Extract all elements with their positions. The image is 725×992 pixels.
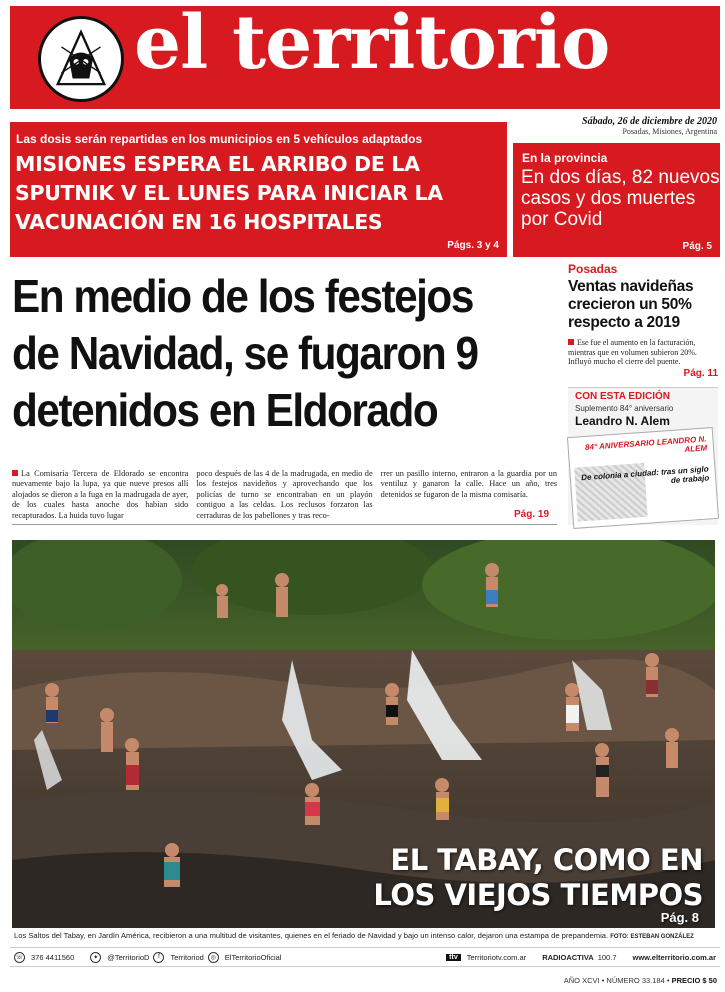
masthead-title: el territorio: [134, 0, 610, 86]
supplement-cover-thumbnail[interactable]: [567, 427, 719, 529]
footer-twitter[interactable]: @TerritorioD: [107, 952, 150, 962]
footer-tv-site[interactable]: Territoriotv.com.ar: [466, 952, 527, 962]
photo-headline-line-2: LOS VIEJOS TIEMPOS: [373, 878, 703, 912]
footer-instagram[interactable]: ElTerritorioOficial: [224, 952, 282, 962]
footer-whatsapp[interactable]: 376 4411560: [31, 952, 75, 962]
posadas-story-kicker: Posadas: [568, 262, 618, 276]
main-story-headline[interactable]: En medio de los festejos de Navidad, se fugaron 9 detenidos en Eldorado: [12, 270, 478, 436]
whatsapp-icon: ☏: [14, 952, 25, 963]
photo-pages: Pág. 8: [660, 910, 699, 925]
photo-caption: [14, 931, 719, 940]
posadas-story-headline[interactable]: Ventas navideñas crecieron un 50% respecto a 2019: [568, 278, 694, 331]
supplement-subtitle: Suplemento 84° aniversario: [575, 404, 674, 413]
top-story[interactable]: [10, 122, 507, 257]
divider: [12, 524, 557, 525]
footer-facebook[interactable]: Territoriod: [170, 952, 204, 962]
main-story-text-1: La Comisaría Tercera de Eldorado se encontra nuevamente bajo la lupa, ya que nueve presos allí alojados se dieron a la fuga en la madrugada de ayer, de los cuales hasta anoche dos habían sido recapturados. La huida tuvo lugar: [12, 469, 189, 520]
posadas-story-body-wrap: [568, 338, 718, 367]
main-story-column-2: poco después de las 4 de la madrugada, en medio de los festejos navideños y aprovechando que los policías de turno se encontraban en un playón contiguo a las celdas. Los reclusos forzaron las cerraduras de los pabellones y tras reco-: [196, 469, 373, 520]
main-story-pages: Pág. 19: [514, 509, 550, 520]
instagram-icon: ◎: [208, 952, 219, 963]
issue-info: AÑO XCVI • NÚMERO 33.184 • PRECIO $ 50: [563, 976, 717, 985]
supplement-box[interactable]: [568, 387, 718, 525]
footer-radio-freq: 100.7: [597, 952, 617, 962]
footer-bar: [10, 947, 720, 967]
side-story[interactable]: [513, 143, 720, 257]
top-story-kicker: Las dosis serán repartidas en los municipios en 5 vehículos adaptados: [16, 132, 423, 146]
main-story-column-1: [12, 469, 188, 521]
posadas-story-body: Ese fue el aumento en la facturación, mientras que en volumen subieron 20%. Influyó mucho el cierre del puente.: [568, 338, 697, 366]
bullet-square-icon: [12, 470, 18, 476]
top-story-headline[interactable]: MISIONES ESPERA EL ARRIBO DE LA SPUTNIK V EL LUNES PARA INICIAR LA VACUNACIÓN EN 16 HOSPITALES: [15, 152, 443, 234]
issue-place: Posadas, Misiones, Argentina: [622, 127, 717, 136]
masthead: [10, 0, 720, 109]
photo-headline[interactable]: [373, 843, 703, 913]
issue-date: Sábado, 26 de diciembre de 2020: [582, 116, 717, 127]
facebook-icon: f: [153, 952, 164, 963]
photo-headline-line-1: EL TABAY, COMO EN: [390, 843, 703, 877]
posadas-story-pages: Pág. 11: [683, 367, 718, 379]
issue-price: PRECIO $ 50: [671, 976, 717, 985]
footer-website[interactable]: www.elterritorio.com.ar: [632, 952, 716, 962]
side-story-kicker: En la provincia: [522, 151, 608, 165]
dateline: [582, 116, 717, 136]
supplement-title[interactable]: Leandro N. Alem: [575, 414, 670, 428]
supplement-kicker: CON ESTA EDICIÓN: [575, 391, 671, 402]
photo-credit: FOTO: ESTEBAN GONZÁLEZ: [610, 934, 694, 940]
tv-badge-icon: ttv: [446, 954, 461, 961]
photo-caption-text: Los Saltos del Tabay, en Jardín América, recibieron a una multitud de visitantes, quienes en el feriado de Navidad y bajo un intenso calor, dejaron una estampa de prepandemia.: [14, 931, 609, 940]
issue-number: NÚMERO 33.184: [606, 976, 665, 985]
supplement-cover-title: 84° ANIVERSARIO LEANDRO N. ALEM: [584, 434, 708, 455]
bullet-square-icon: [568, 339, 574, 345]
main-story-body: [12, 469, 557, 521]
main-story-column-3: rrer un pasillo interno, entraron a la guardia por un ventiluz y ganaron la calle. Hace un año, tres detenidos se fugaron de la misma comisaría.: [380, 469, 557, 499]
top-story-pages: Págs. 3 y 4: [447, 240, 499, 251]
twitter-icon: ✦: [90, 952, 101, 963]
side-story-pages: Pág. 5: [682, 241, 712, 252]
side-story-headline[interactable]: En dos días, 82 nuevos casos y dos muertes por Covid: [521, 167, 720, 230]
posadas-story[interactable]: [568, 262, 718, 379]
supplement-cover-note: De colonia a ciudad: tras un siglo de trabajo: [580, 464, 710, 486]
footer-radio-name[interactable]: RADIOACTIVA: [542, 952, 594, 962]
logo-emblem-icon: [38, 16, 124, 102]
issue-year: AÑO XCVI: [563, 976, 600, 985]
